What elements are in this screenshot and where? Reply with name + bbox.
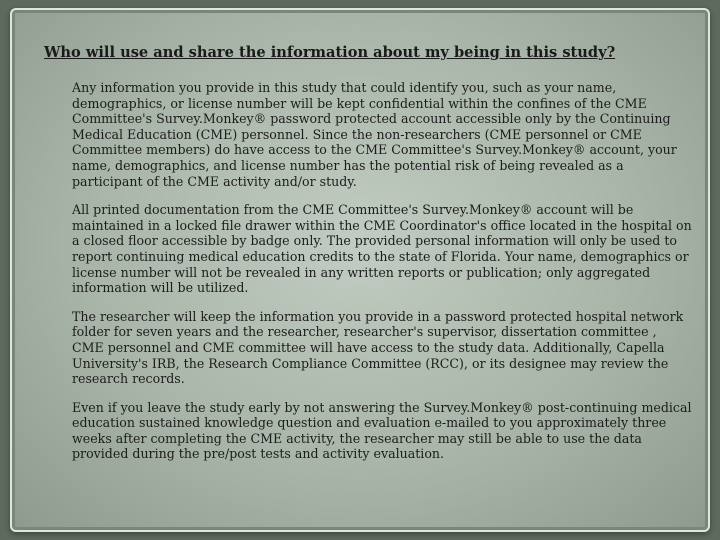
paragraph-identifiable-information: Any information you provide in this study that could identify you, such as your name, demographics, or license number will be kept confidential within the confines of the CME Committee's Survey.Monkey® password protected account accessible only by the Continuing Medical Education (CME) personnel. Since the non-researchers (CME personnel or CME Committee members) do have access to the CME Committee's Survey.Monkey® account, your name, demographics, and license number has the potential risk of being revealed as a participant of the CME activity and/or study. <box>72 80 677 189</box>
section-heading: Who will use and share the information about my being in this study? <box>44 44 616 61</box>
paragraph-early-withdrawal: Even if you leave the study early by not answering the Survey.Monkey® post-continuing medical education sustained knowledge question and evaluation e-mailed to you approximately three weeks after completing the CME activity, the researcher may still be able to use the data provided during the pre/post tests and activity evaluation. <box>72 399 692 462</box>
paragraph-data-retention: The researcher will keep the information you provide in a password protected hospital network folder for seven years and the researcher, researcher's supervisor, dissertation committee , CME personnel and CME committee will have access to the study data. Additionally, Capella University's IRB, the Research Compliance Committee (RCC), or its designee may review the research records. <box>72 308 684 387</box>
slide-body <box>72 80 692 475</box>
paragraph-printed-documentation: All printed documentation from the CME Committee's Survey.Monkey® account will be maintained in a locked file drawer within the CME Coordinator's office located in the hospital on a closed floor accessible by badge only. The provided personal information will only be used to report continuing medical education credits to the state of Florida. Your name, demographics or license number will not be revealed in any written reports or publication; only aggregated information will be utilized. <box>72 202 692 296</box>
